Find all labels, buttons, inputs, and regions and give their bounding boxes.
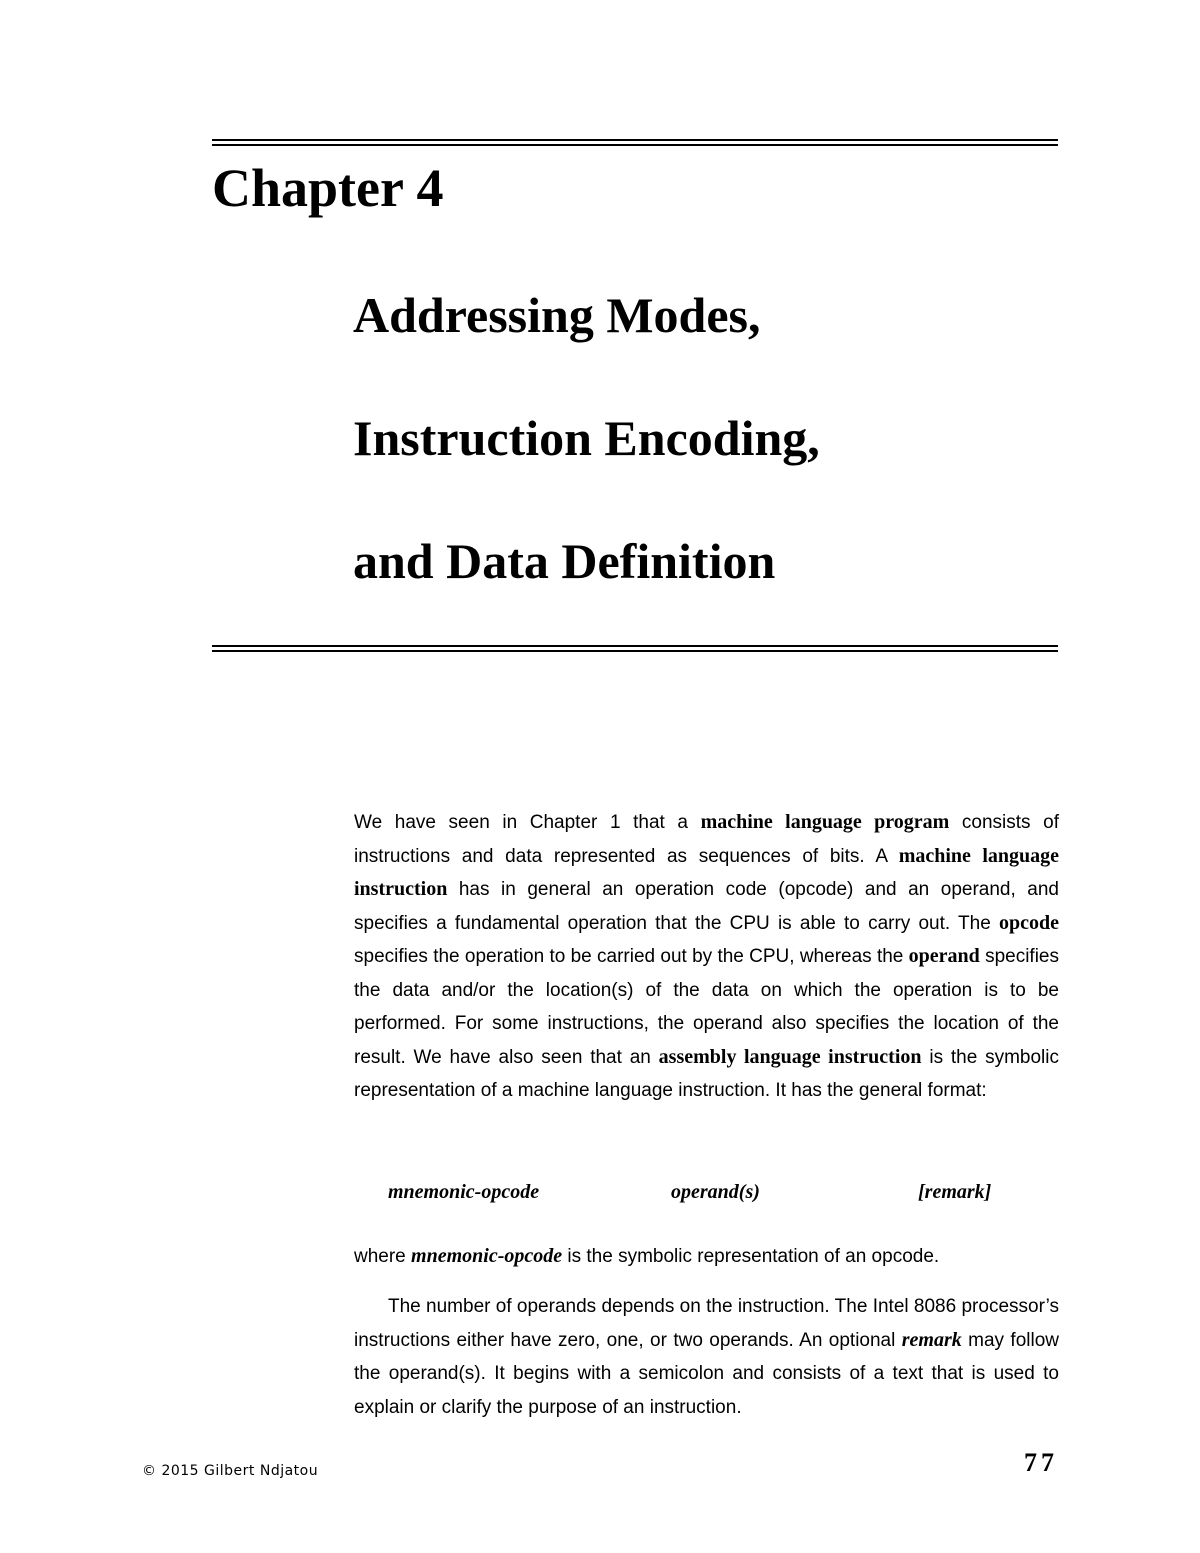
chapter-title-line-1: Addressing Modes, xyxy=(353,287,761,343)
format-operands: operand(s) xyxy=(671,1181,760,1203)
chapter-title-line-2: Instruction Encoding, xyxy=(353,410,820,466)
chapter-title-line-3: and Data Definition xyxy=(353,533,776,589)
term-machine-language-instruction: machine language instruction xyxy=(354,844,1060,900)
text-run: specifies the data and/or the location(s) of the data on which the operation is to be performed. For some instructions, the operand also specifies the location of the result. We have also seen that an xyxy=(354,946,1059,1068)
bottom-double-rule xyxy=(212,645,1058,652)
instruction-format-line xyxy=(354,1175,1059,1209)
top-double-rule xyxy=(212,139,1058,146)
page-number: 77 xyxy=(1024,1448,1058,1477)
format-mnemonic-opcode: mnemonic-opcode xyxy=(388,1181,540,1203)
where-paragraph xyxy=(354,1240,1059,1274)
text-run: is the symbolic representation of an opcode. xyxy=(562,1246,940,1267)
text-run: The number of operands depends on the instruction. The Intel 8086 processor’s instructions either have zero, one, or two operands. An optional xyxy=(354,1296,1059,1351)
term-mnemonic-opcode: mnemonic-opcode xyxy=(411,1245,563,1267)
text-run: We have seen in Chapter 1 that a xyxy=(354,812,701,833)
text-run: specifies the operation to be carried out by the CPU, whereas the xyxy=(354,946,909,967)
text-run: has in general an operation code (opcode) and an operand, and specifies a fundamental operation that the CPU is able to carry out. The xyxy=(354,879,1059,934)
term-assembly-language-instruction: assembly language instruction xyxy=(658,1045,922,1068)
chapter-label: Chapter 4 xyxy=(212,158,444,218)
text-run: where xyxy=(354,1246,412,1267)
term-opcode: opcode xyxy=(999,911,1059,934)
text-run: may follow the operand(s). It begins with a semicolon and consists of a text that is used to explain or clarify the purpose of an instruction. xyxy=(354,1329,1059,1418)
copyright-notice: © 2015 Gilbert Ndjatou xyxy=(142,1463,319,1479)
text-run: consists of instructions and data represented as sequences of bits. A xyxy=(354,812,1059,867)
format-remark: [remark] xyxy=(918,1181,992,1203)
term-operand: operand xyxy=(908,945,980,967)
term-machine-language-program: machine language program xyxy=(700,811,950,833)
operands-paragraph xyxy=(354,1290,1059,1424)
term-remark: remark xyxy=(901,1328,962,1351)
text-run: is the symbolic representation of a machine language instruction. It has the general format: xyxy=(354,1046,1059,1101)
intro-paragraph xyxy=(354,806,1059,1108)
